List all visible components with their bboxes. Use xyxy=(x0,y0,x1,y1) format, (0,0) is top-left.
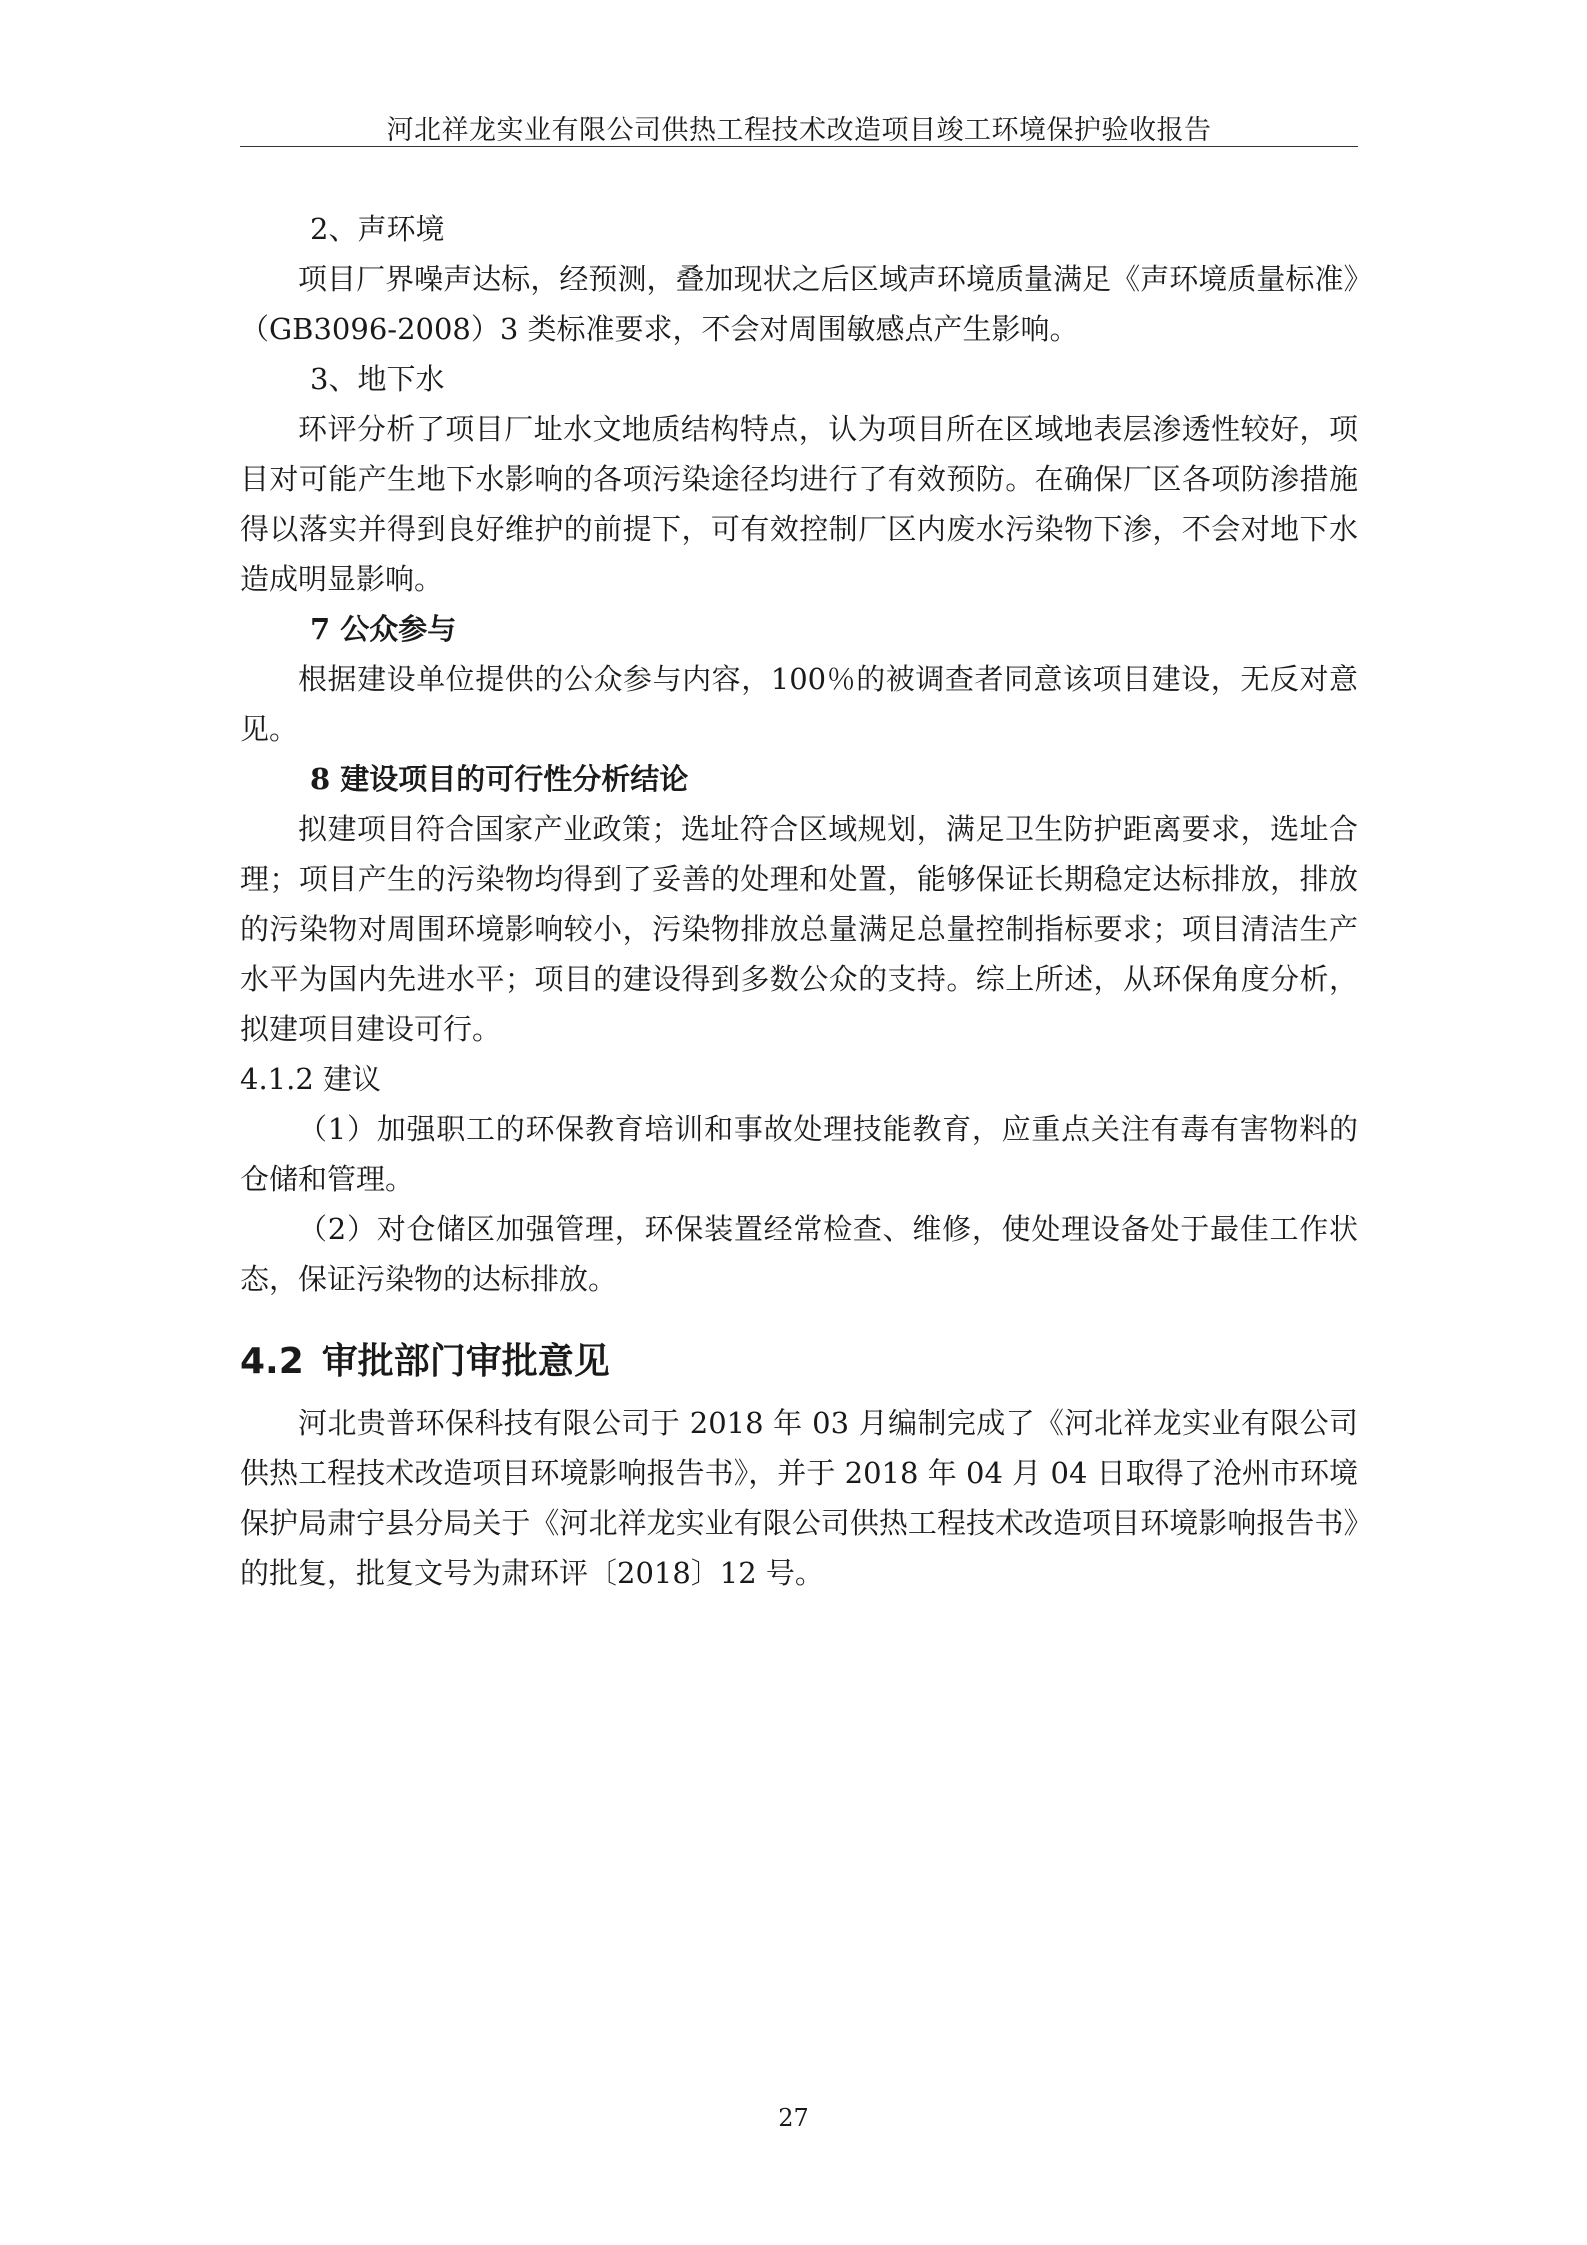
suggestion-heading: 4.1.2 建议 xyxy=(240,1062,382,1096)
approval-section-title: 审批部门审批意见 xyxy=(321,1341,610,1382)
public-participation-heading: 7 公众参与 xyxy=(310,612,457,646)
approval-section-number: 4.2 xyxy=(240,1341,304,1382)
noise-paragraph: 项目厂界噪声达标，经预测，叠加现状之后区域声环境质量满足《声环境质量标准》（GB3096-2008）3 类标准要求，不会对周围敏感点产生影响。 xyxy=(240,262,1358,346)
noise-heading: 2、声环境 xyxy=(310,212,445,246)
approval-section-heading xyxy=(240,1332,1358,1392)
document-body xyxy=(240,204,1358,1598)
page-header-title: 河北祥龙实业有限公司供热工程技术改造项目竣工环境保护验收报告 xyxy=(386,115,1212,146)
suggestion-item-1: （1）加强职工的环保教育培训和事故处理技能教育，应重点关注有毒有害物料的仓储和管理。 xyxy=(240,1112,1358,1196)
feasibility-paragraph: 拟建项目符合国家产业政策；选址符合区域规划，满足卫生防护距离要求，选址合理；项目产生的污染物均得到了妥善的处理和处置，能够保证长期稳定达标排放，排放的污染物对周围环境影响较小，污染物排放总量满足总量控制指标要求；项目清洁生产水平为国内先进水平；项目的建设得到多数公众的支持。综上所述，从环保角度分析，拟建项目建设可行。 xyxy=(240,812,1358,1046)
header-divider xyxy=(240,146,1358,147)
suggestion-item-2: （2）对仓储区加强管理，环保装置经常检查、维修，使处理设备处于最佳工作状态，保证污染物的达标排放。 xyxy=(240,1212,1358,1296)
public-participation-paragraph: 根据建设单位提供的公众参与内容，100％的被调查者同意该项目建设，无反对意见。 xyxy=(240,662,1358,746)
groundwater-heading: 3、地下水 xyxy=(310,362,445,396)
approval-paragraph: 河北贵普环保科技有限公司于 2018 年 03 月编制完成了《河北祥龙实业有限公司供热工程技术改造项目环境影响报告书》，并于 2018 年 04 月 04 日取得了沧州市环境保护局肃宁县分局关于《河北祥龙实业有限公司供热工程技术改造项目环境影响报告书》的批复，批复文号为肃环评〔2018〕12 号。 xyxy=(240,1406,1358,1590)
feasibility-heading: 8 建设项目的可行性分析结论 xyxy=(310,762,689,796)
page-number: 27 xyxy=(778,2104,809,2132)
groundwater-paragraph: 环评分析了项目厂址水文地质结构特点，认为项目所在区域地表层渗透性较好，项目对可能产生地下水影响的各项污染途径均进行了有效预防。在确保厂区各项防渗措施得以落实并得到良好维护的前提下，可有效控制厂区内废水污染物下渗，不会对地下水造成明显影响。 xyxy=(240,412,1358,596)
